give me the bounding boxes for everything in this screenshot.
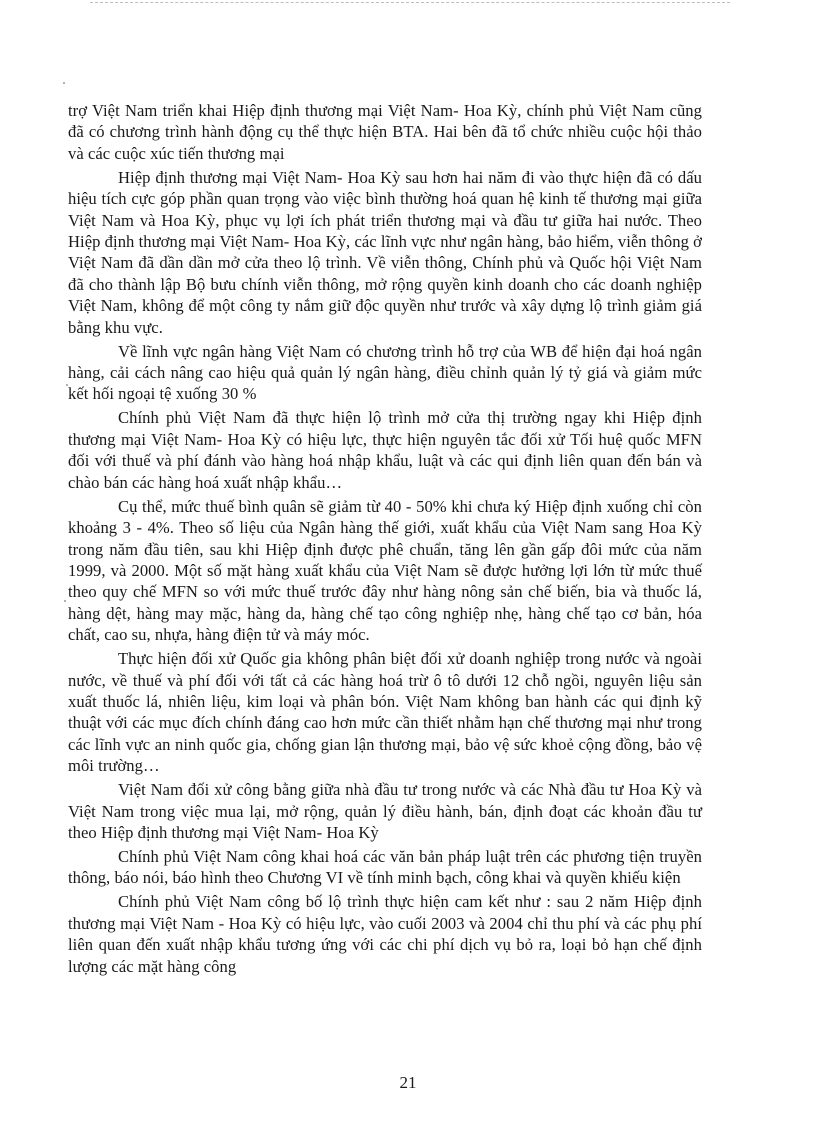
scan-speck — [63, 82, 65, 84]
scan-speck — [64, 600, 66, 602]
paragraph: Thực hiện đối xử Quốc gia không phân biệt đối xử doanh nghiệp trong nước và ngoài nước, về thuế và phí đối với tất cả các hàng hoá trừ ô tô dưới 12 chỗ ngồi, nguyên liệu sản xuất thuốc lá, nhiên liệu, kim loại và phân bón. Việt Nam không ban hành các qui định kỹ thuật với các mục đích chính đáng cao hơn mức cần thiết nhằm hạn chế thương mại như trong các lĩnh vực an ninh quốc gia, chống gian lận thương mại, bảo vệ sức khoẻ cộng đồng, bảo vệ môi trường… — [68, 649, 702, 776]
body-text — [68, 100, 702, 980]
paragraph: Cụ thể, mức thuế bình quân sẽ giảm từ 40 - 50% khi chưa ký Hiệp định xuống chỉ còn khoảng 3 - 4%. Theo số liệu của Ngân hàng thế giới, xuất khẩu của Việt Nam sang Hoa Kỳ trong năm đầu tiên, sau khi Hiệp định được phê chuẩn, tăng lên gần gấp đôi mức của năm 1999, và 2000. Một số mặt hàng xuất khẩu của Việt Nam sẽ được hưởng lợi lớn từ mức thuế theo quy chế MFN so với mức thuế trước đây như hàng nông sản chế biến, bia và thuốc lá, hàng dệt, hàng may mặc, hàng da, hàng chế tạo công nghiệp nhẹ, hàng chế tạo cơ bản, hóa chất, cao su, nhựa, hàng điện tử và máy móc. — [68, 496, 702, 645]
paragraph: Hiệp định thương mại Việt Nam- Hoa Kỳ sau hơn hai năm đi vào thực hiện đã có dấu hiệu tích cực góp phần quan trọng vào việc bình thường hoá quan hệ kinh tế thương mại giữa Việt Nam và Hoa Kỳ, phục vụ lợi ích phát triển thương mại và đầu tư giữa hai nước. Theo Hiệp định thương mại Việt Nam- Hoa Kỳ, các lĩnh vực như ngân hàng, bảo hiểm, viễn thông ở Việt Nam đã dần dần mở cửa theo lộ trình. Về viễn thông, Chính phủ và Quốc hội Việt Nam đã cho thành lập Bộ bưu chính viễn thông, mở rộng quyền kinh doanh cho các doanh nghiệp Việt Nam, không để một công ty nắm giữ độc quyền như trước và xây dựng lộ trình giảm giá bằng khu vực. — [68, 167, 702, 337]
page-number: 21 — [399, 1073, 417, 1092]
paragraph: Chính phủ Việt Nam đã thực hiện lộ trình mở cửa thị trường ngay khi Hiệp định thương mại Việt Nam- Hoa Kỳ có hiệu lực, thực hiện nguyên tắc đối xử Tối huệ quốc MFN đối với thuế và phí đánh vào hàng hoá nhập khẩu, luật và các qui định liên quan đến bán và chào bán các hàng hoá xuất nhập khẩu… — [68, 408, 702, 492]
paragraph: Việt Nam đối xử công bằng giữa nhà đầu tư trong nước và các Nhà đầu tư Hoa Kỳ và Việt Nam trong việc mua lại, mở rộng, quản lý điều hành, bán, định đoạt các khoản đầu tư theo Hiệp định thương mại Việt Nam- Hoa Kỳ — [68, 780, 702, 842]
scan-top-edge — [90, 2, 730, 3]
paragraph: Về lĩnh vực ngân hàng Việt Nam có chương trình hỗ trợ của WB để hiện đại hoá ngân hàng, cải cách nâng cao hiệu quả quản lý ngân hàng, điều chỉnh quản lý tỷ giá và giảm mức kết hối ngoại tệ xuống 30 % — [68, 341, 702, 404]
paragraph: Chính phủ Việt Nam công khai hoá các văn bản pháp luật trên các phương tiện truyền thông, báo nói, báo hình theo Chương VI về tính minh bạch, công khai và quyền khiếu kiện — [68, 846, 702, 888]
paragraph: Chính phủ Việt Nam công bố lộ trình thực hiện cam kết như : sau 2 năm Hiệp định thương mại Việt Nam - Hoa Kỳ có hiệu lực, vào cuối 2003 và 2004 chỉ thu phí và các phụ phí liên quan đến xuất nhập khẩu tương ứng với các chi phí dịch vụ bỏ ra, loại bỏ hạn chế định lượng các mặt hàng công — [68, 892, 702, 976]
paragraph: trợ Việt Nam triển khai Hiệp định thương mại Việt Nam- Hoa Kỳ, chính phủ Việt Nam cũng đã có chương trình hành động cụ thể thực hiện BTA. Hai bên đã tổ chức nhiều cuộc hội thảo và các cuộc xúc tiến thương mại — [68, 101, 702, 163]
